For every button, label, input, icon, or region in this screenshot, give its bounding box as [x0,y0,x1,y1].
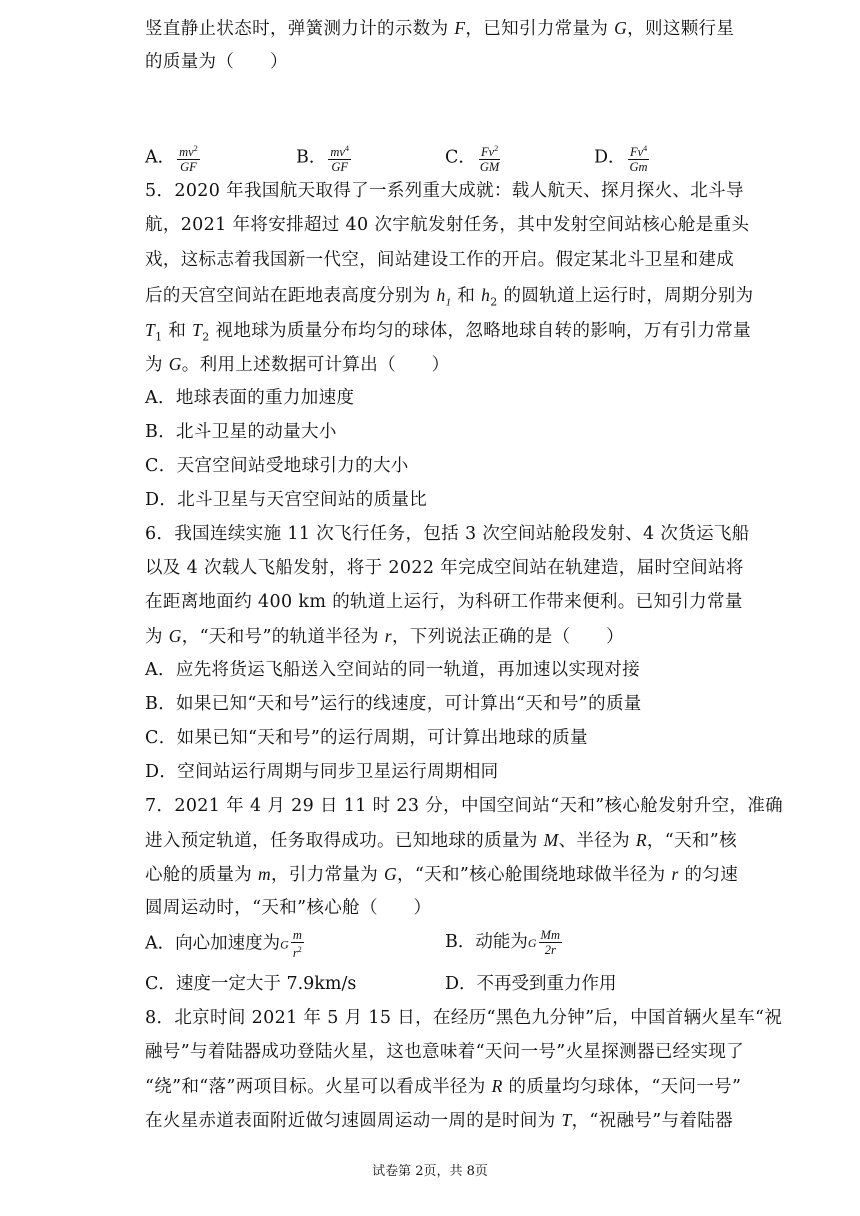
q7-stem-line1: 7．2021 年 4 月 29 日 11 时 23 分，中国空间站“天和”核心舱发射升空，准确 [145,796,784,816]
q5-option-b: B．北斗卫星的动量大小 [145,422,337,442]
q6-option-d: D．空间站运行周期与同步卫星运行周期相同 [145,762,499,782]
q5-stem-line2: 航，2021 年将安排超过 40 次宇航发射任务，其中发射空间站核心舱是重头 [145,215,750,235]
q8-stem-line4: 在火星赤道表面附近做匀速圆周运动一周的是时间为 T，“祝融号”与着陆器 [145,1110,733,1131]
q4-text-line1: 竖直静止状态时，弹簧测力计的示数为 F，已知引力常量为 G，则这颗行星 [145,18,735,39]
q5-stem-line6: 为 G。利用上述数据可计算出（ ） [145,354,450,375]
q8-stem-line3: “绕”和“落”两项目标。火星可以看成半径为 R 的质量均匀球体，“天问一号” [145,1076,742,1097]
q5-option-a: A．地球表面的重力加速度 [145,388,355,408]
q5-stem-line3: 戏，这标志着我国新一代空，间站建设工作的开启。假定某北斗卫星和建成 [145,250,735,270]
q8-stem-line1: 8．北京时间 2021 年 5 月 15 日，在经历“黑色九分钟”后，中国首辆火星车“祝 [145,1008,783,1028]
q7-stem-line4: 圆周运动时，“天和”核心舱（ ） [145,898,432,918]
q7-option-c: C．速度一定大于 7.9km/s [145,974,357,994]
q5-stem-line5: $T_1$ 和 $T_2$ 视地球为质量分布均匀的球体，忽略地球自转的影响，万有引力常量 [145,320,752,344]
q4-option-d: D． $\frac{Fv^4}{Gm}$ [594,144,648,174]
q8-stem-line2: 融号”与着陆器成功登陆火星，这也意味着“天问一号”火星探测器已经实现了 [145,1042,745,1062]
q5-option-d: D．北斗卫星与天宫空间站的质量比 [145,490,428,510]
q6-option-c: C．如果已知“天和号”的运行周期，可计算出地球的质量 [145,728,588,748]
q5-option-c: C．天宫空间站受地球引力的大小 [145,456,409,476]
q7-option-d: D．不再受到重力作用 [445,974,617,994]
q6-stem-line1: 6．我国连续实施 11 次飞行任务，包括 3 次空间站舱段发射、4 次货运飞船 [145,524,750,544]
q7-stem-line2: 进入预定轨道，任务取得成功。已知地球的质量为 M、半径为 R，“天和”核 [145,830,737,851]
page-footer: 试卷第 2页，共 8页 [372,1164,488,1179]
q6-option-b: B．如果已知“天和号”运行的线速度，可计算出“天和号”的质量 [145,694,642,714]
q7-option-a: A．向心加速度为G $\frac{m}{r^2}$ [145,928,302,960]
q5-stem-line1: 5．2020 年我国航天取得了一系列重大成就：载人航天、探月探火、北斗导 [145,181,744,201]
q7-stem-line3: 心舱的质量为 m，引力常量为 G，“天和”核心舱围绕地球做半径为 r 的匀速 [145,864,739,885]
q5-stem-line4: 后的天宫空间站在距地表高度分别为 $h_1$ 和 $h_2$ 的圆轨道上运行时，周期分别为 [145,285,754,309]
q6-stem-line3: 在距离地面约 400 km 的轨道上运行，为科研工作带来便利。已知引力常量 [145,592,743,612]
q6-option-a: A．应先将货运飞船送入空间站的同一轨道，再加速以实现对接 [145,660,640,680]
q6-stem-line4: 为 G，“天和号”的轨道半径为 r，下列说法正确的是（ ） [145,626,625,647]
q4-option-c: C． $\frac{Fv^2}{GM}$ [445,144,500,174]
q4-option-a: A． $\frac{mv^2}{GF}$ [145,144,198,174]
q4-text-line2: 的质量为（ ） [145,52,288,72]
q7-option-b: B．动能为G $\frac{Mm}{2r}$ [445,928,560,957]
q4-option-b: B． $\frac{mv^4}{GF}$ [296,144,349,174]
q6-stem-line2: 以及 4 次载人飞船发射，将于 2022 年完成空间站在轨建造，届时空间站将 [145,558,744,578]
